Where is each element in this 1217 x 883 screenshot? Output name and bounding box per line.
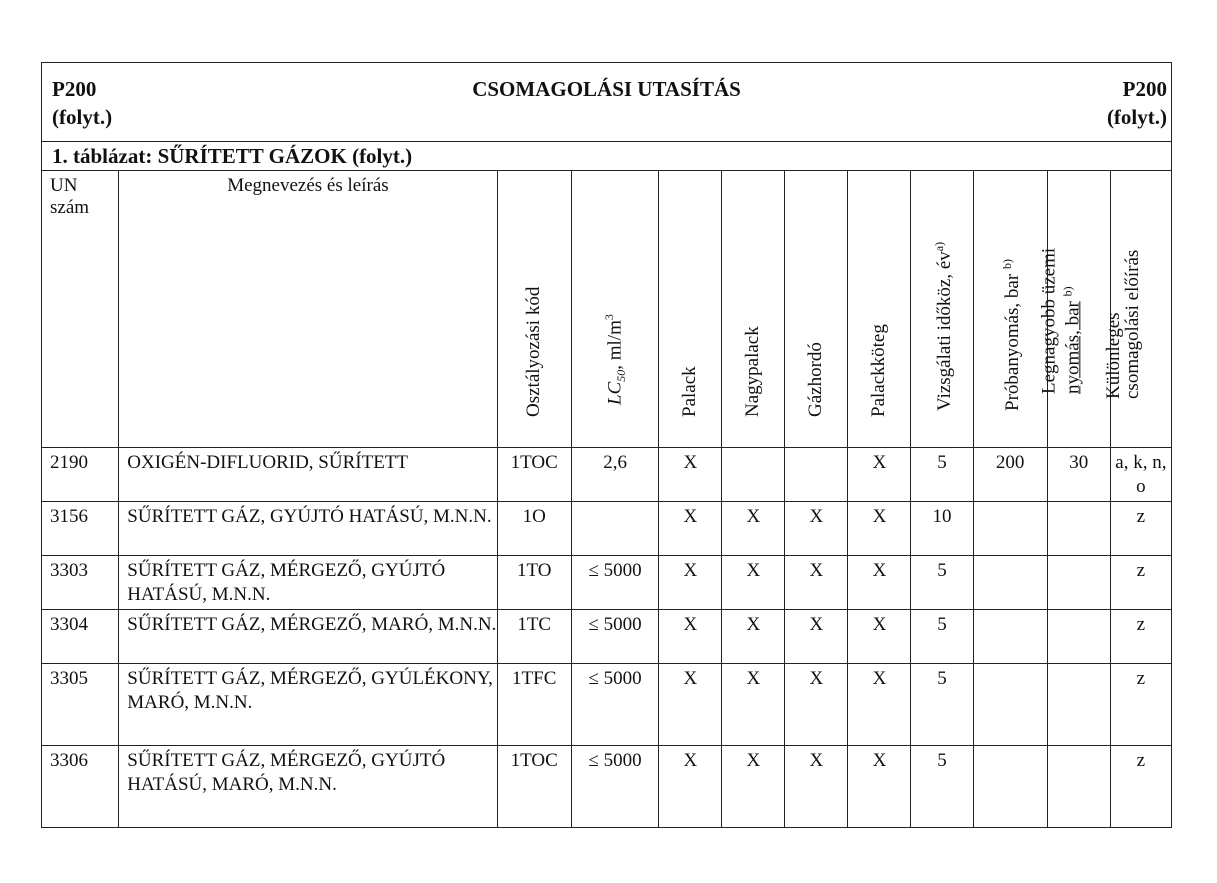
lc50-value	[571, 502, 658, 556]
test-interval: 5	[911, 610, 973, 664]
table-row	[42, 556, 1172, 610]
col-header-palackkoteg: Palackköteg	[848, 171, 911, 448]
test-pressure	[973, 556, 1047, 610]
header-right-code	[1107, 75, 1167, 131]
table-row	[42, 664, 1172, 746]
un-number: 3303	[42, 556, 119, 610]
special-provisions: z	[1110, 664, 1171, 746]
class-code: 1TOC	[497, 448, 571, 502]
header-right-code-label: P200	[1122, 77, 1167, 101]
nagypalack-mark: X	[722, 746, 785, 828]
gazhordo-mark: X	[785, 664, 848, 746]
nagypalack-mark: X	[722, 502, 785, 556]
palackkoteg-mark: X	[848, 448, 911, 502]
gazhordo-mark: X	[785, 556, 848, 610]
palack-mark: X	[659, 610, 722, 664]
col-header-probanyomas: Próbanyomás, bar $^{b)}$	[973, 171, 1047, 448]
col-header-kulonleges: Különleges csomagolási előírás	[1110, 171, 1171, 448]
special-provisions: z	[1110, 610, 1171, 664]
gazhordo-mark	[785, 448, 848, 502]
nagypalack-mark: X	[722, 664, 785, 746]
palack-mark: X	[659, 664, 722, 746]
header-right-continued: (folyt.)	[1106, 105, 1167, 129]
packing-instruction-table	[41, 62, 1172, 828]
test-interval: 10	[911, 502, 973, 556]
special-provisions: a, k, n, o	[1110, 448, 1171, 502]
gazhordo-mark: X	[785, 746, 848, 828]
max-pressure	[1047, 502, 1110, 556]
un-number: 3156	[42, 502, 119, 556]
substance-name: SŰRÍTETT GÁZ, GYÚJTÓ HATÁSÚ, M.N.N.	[119, 502, 497, 556]
header-left-code	[52, 75, 112, 131]
col-header-palack: Palack	[659, 171, 722, 448]
substance-name: SŰRÍTETT GÁZ, MÉRGEZŐ, GYÚLÉKONY, MARÓ, M.N.N.	[119, 664, 497, 746]
substance-name: SŰRÍTETT GÁZ, MÉRGEZŐ, MARÓ, M.N.N.	[119, 610, 497, 664]
class-code: 1TO	[497, 556, 571, 610]
lc50-value: ≤ 5000	[571, 556, 658, 610]
nagypalack-mark	[722, 448, 785, 502]
table-title: 1. táblázat: SŰRÍTETT GÁZOK (folyt.)	[42, 142, 1172, 171]
lc50-value: ≤ 5000	[571, 610, 658, 664]
un-number: 3306	[42, 746, 119, 828]
un-number: 3304	[42, 610, 119, 664]
table-row	[42, 448, 1172, 502]
lc50-value: ≤ 5000	[571, 746, 658, 828]
class-code: 1TFC	[497, 664, 571, 746]
max-pressure	[1047, 664, 1110, 746]
substance-name: SŰRÍTETT GÁZ, MÉRGEZŐ, GYÚJTÓ HATÁSÚ, M.N.N.	[119, 556, 497, 610]
gazhordo-mark: X	[785, 610, 848, 664]
document-header	[42, 63, 1172, 142]
table-row	[42, 502, 1172, 556]
substance-name: SŰRÍTETT GÁZ, MÉRGEZŐ, GYÚJTÓ HATÁSÚ, MARÓ, M.N.N.	[119, 746, 497, 828]
max-pressure	[1047, 746, 1110, 828]
gazhordo-mark: X	[785, 502, 848, 556]
test-pressure: 200	[973, 448, 1047, 502]
header-left-continued: (folyt.)	[52, 105, 113, 129]
un-number: 3305	[42, 664, 119, 746]
lc50-value: 2,6	[571, 448, 658, 502]
test-pressure	[973, 746, 1047, 828]
table-row	[42, 746, 1172, 828]
max-pressure	[1047, 610, 1110, 664]
lc50-value: ≤ 5000	[571, 664, 658, 746]
packing-instruction-document	[41, 62, 1172, 828]
test-interval: 5	[911, 448, 973, 502]
column-header-row	[42, 171, 1172, 448]
table-row	[42, 610, 1172, 664]
col-header-nagypalack: Nagypalack	[722, 171, 785, 448]
page-title: CSOMAGOLÁSI UTASÍTÁS	[472, 77, 741, 101]
test-pressure	[973, 502, 1047, 556]
special-provisions: z	[1110, 746, 1171, 828]
special-provisions: z	[1110, 556, 1171, 610]
col-header-class-code: Osztályozási kód	[497, 171, 571, 448]
col-header-lc50: $LC_{50}$, $ml/m^3$	[571, 171, 658, 448]
special-provisions: z	[1110, 502, 1171, 556]
nagypalack-mark: X	[722, 556, 785, 610]
class-code: 1TC	[497, 610, 571, 664]
test-pressure	[973, 664, 1047, 746]
test-pressure	[973, 610, 1047, 664]
class-code: 1TOC	[497, 746, 571, 828]
col-header-name: Megnevezés és leírás	[119, 171, 497, 448]
palackkoteg-mark: X	[848, 502, 911, 556]
col-header-legnagyobb: Legnagyobb üzemi nyomás, bar $^{b)}$	[1047, 171, 1110, 448]
substance-name: OXIGÉN-DIFLUORID, SŰRÍTETT	[119, 448, 497, 502]
palackkoteg-mark: X	[848, 746, 911, 828]
nagypalack-mark: X	[722, 610, 785, 664]
max-pressure: 30	[1047, 448, 1110, 502]
palackkoteg-mark: X	[848, 610, 911, 664]
col-header-gazhordo: Gázhordó	[785, 171, 848, 448]
max-pressure	[1047, 556, 1110, 610]
col-header-un: UN szám	[42, 171, 119, 448]
col-header-vizsgalati: Vizsgálati időköz, $év^{a)}$	[911, 171, 973, 448]
header-left-code-label: P200	[52, 77, 97, 101]
palack-mark: X	[659, 502, 722, 556]
class-code: 1O	[497, 502, 571, 556]
test-interval: 5	[911, 556, 973, 610]
test-interval: 5	[911, 746, 973, 828]
palack-mark: X	[659, 746, 722, 828]
palackkoteg-mark: X	[848, 664, 911, 746]
un-number: 2190	[42, 448, 119, 502]
palack-mark: X	[659, 448, 722, 502]
palackkoteg-mark: X	[848, 556, 911, 610]
palack-mark: X	[659, 556, 722, 610]
test-interval: 5	[911, 664, 973, 746]
